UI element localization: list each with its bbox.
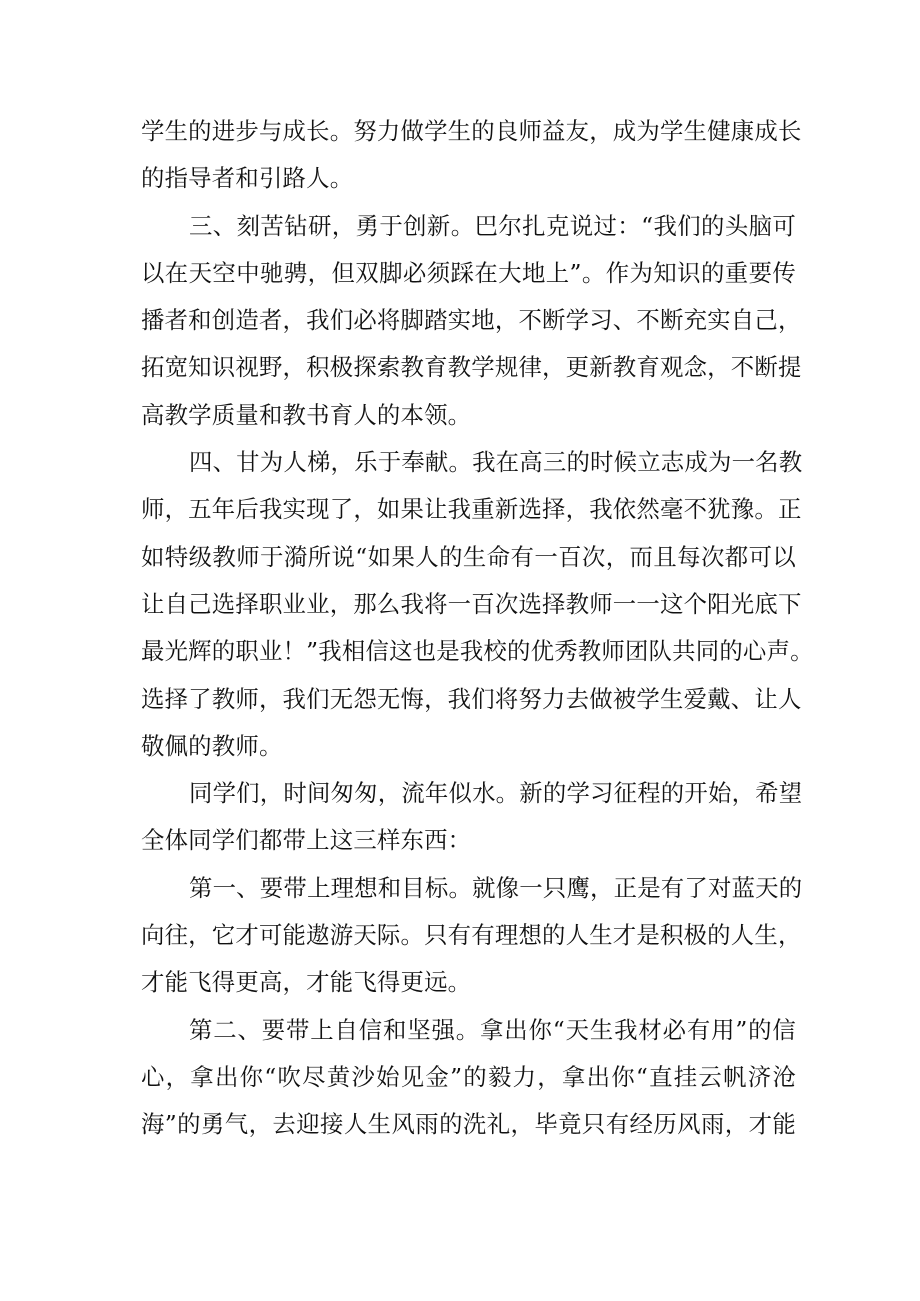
- text-line: 向往，它才可能遨游天际。只有有理想的人生才是积极的人生，: [141, 921, 802, 950]
- document-body: [141, 108, 814, 1149]
- text-line: 海”的勇气，去迎接人生风雨的洗礼，毕竟只有经历风雨，才能: [141, 1110, 796, 1139]
- text-line: 以在天空中驰骋，但双脚必须踩在大地上”。作为知识的重要传: [141, 258, 796, 287]
- text-line: 四、甘为人梯，乐于奉献。我在高三的时候立志成为一名教: [189, 448, 803, 477]
- text-line: 全体同学们都带上这三样东西：: [141, 826, 472, 855]
- text-line: 同学们，时间匆匆，流年似水。新的学习征程的开始，希望: [189, 779, 803, 808]
- text-line: 选择了教师，我们无怨无悔，我们将努力去做被学生爱戴、让人: [141, 684, 802, 713]
- text-line: 第二、要带上自信和坚强。拿出你“天生我材必有用”的信: [189, 1015, 796, 1044]
- text-line: 学生的进步与成长。努力做学生的良师益友，成为学生健康成长: [141, 117, 802, 145]
- text-line: 拓宽知识视野，积极探索教育教学规律，更新教育观念，不断提: [141, 353, 802, 382]
- text-line: 如特级教师于漪所说“如果人的生命有一百次，而且每次都可以: [141, 542, 796, 571]
- text-line: 的指导者和引路人。: [141, 164, 354, 193]
- text-line: 高教学质量和教书育人的本领。: [141, 400, 472, 429]
- text-line: 敬佩的教师。: [141, 731, 283, 760]
- text-line: 最光辉的职业！”我相信这也是我校的优秀教师团队共同的心声。: [141, 637, 814, 666]
- text-line: 才能飞得更高，才能飞得更远。: [141, 968, 472, 997]
- text-line: 第一、要带上理想和目标。就像一只鹰，正是有了对蓝天的: [189, 873, 803, 902]
- text-line: 让自己选择职业业，那么我将一百次选择教师一一这个阳光底下: [141, 589, 802, 618]
- text-line: 心，拿出你“吹尽黄沙始见金”的毅力，拿出你“直挂云帆济沧: [141, 1062, 796, 1091]
- text-line: 师，五年后我实现了，如果让我重新选择，我依然毫不犹豫。正: [141, 495, 802, 524]
- text-line: 三、刻苦钻研，勇于创新。巴尔扎克说过：“我们的头脑可: [189, 211, 796, 240]
- text-line: 播者和创造者，我们必将脚踏实地，不断学习、不断充实自己，: [141, 306, 802, 335]
